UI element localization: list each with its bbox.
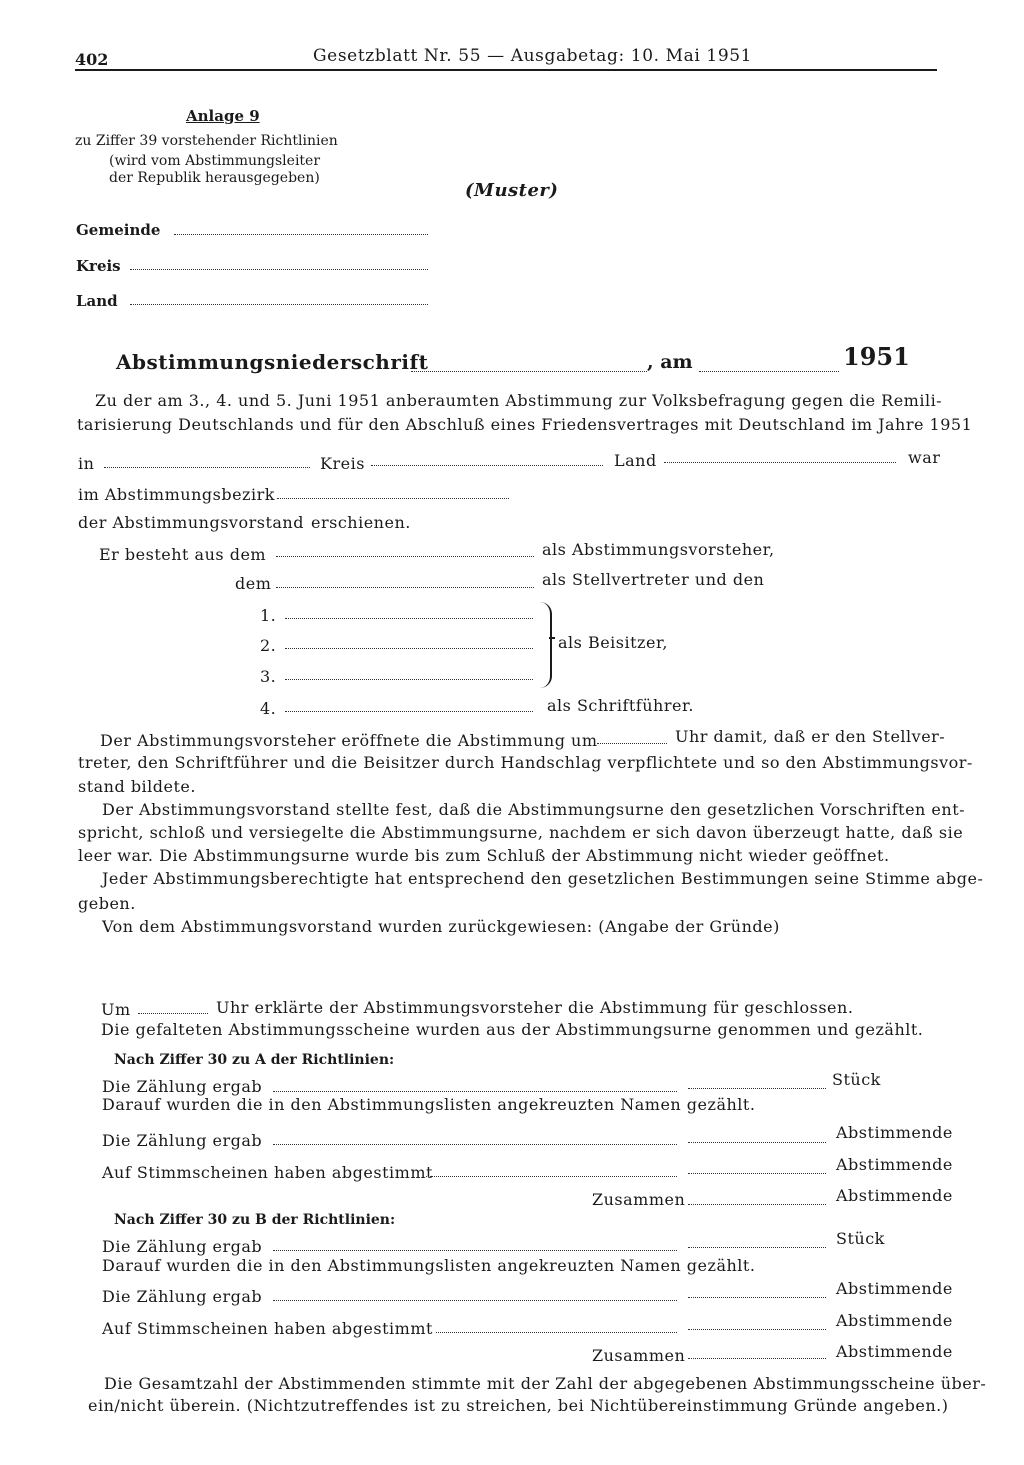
closing-time-field[interactable] — [138, 1012, 208, 1014]
section-b-row1-field[interactable] — [688, 1246, 826, 1248]
p1-line-d: stand bildete. — [78, 777, 196, 796]
gemeinde-label: Gemeinde — [76, 221, 161, 239]
section-b-total-field[interactable] — [688, 1357, 826, 1359]
p5-rest: Uhr erklärte der Abstimmungsvorsteher die Abstimmung für geschlossen. — [216, 998, 854, 1017]
p2-line-c: leer war. Die Abstimmungsurne wurde bis zum Schluß der Abstimmung nicht wieder geöffnet. — [78, 846, 890, 865]
beisitzer-brace — [540, 602, 552, 688]
kreis-field[interactable] — [130, 268, 428, 270]
section-a-row2-leader — [273, 1143, 677, 1145]
intro-line-2: tarisierung Deutschlands und für den Abschluß eines Friedensvertrages mit Deutschland im Jahre 1951 — [77, 415, 973, 434]
heading-date-field[interactable] — [699, 370, 839, 372]
section-a-total-unit: Abstimmende — [836, 1186, 953, 1205]
intro-land-field[interactable] — [664, 461, 896, 463]
intro-land-label: Land — [614, 451, 657, 470]
section-a-row2-unit: Abstimmende — [836, 1123, 953, 1142]
header-rule — [75, 69, 937, 71]
land-field[interactable] — [130, 303, 428, 305]
closing-line-2: ein/nicht überein. (Nichtzutreffendes ist zu streichen, bei Nichtübereinstimmung Gründe angeben.) — [88, 1396, 949, 1415]
p3-line-b: geben. — [78, 894, 136, 913]
p2-line-a: Der Abstimmungsvorstand stellte fest, daß die Abstimmungsurne den gesetzlichen Vorschriften ent- — [102, 800, 966, 819]
schriftfuehrer-number: 4. — [260, 699, 277, 718]
section-b-total-label: Zusammen — [592, 1346, 686, 1365]
beisitzer-2-field[interactable] — [285, 647, 533, 649]
p3-line-a: Jeder Abstimmungsberechtigte hat entsprechend den gesetzlichen Bestimmungen seine Stimme abge- — [102, 869, 984, 888]
p1-line-a: Der Abstimmungsvorsteher eröffnete die Abstimmung um — [100, 731, 598, 750]
section-b-title: Nach Ziffer 30 zu B der Richtlinien: — [114, 1212, 396, 1228]
section-b-row2-leader — [273, 1299, 677, 1301]
members-beisitzer-role: als Beisitzer, — [558, 633, 668, 652]
section-b-row1-leader — [273, 1249, 677, 1251]
p4-line: Von dem Abstimmungsvorstand wurden zurückgewiesen: (Angabe der Gründe) — [102, 917, 780, 936]
beisitzer-2-number: 2. — [260, 636, 277, 655]
section-a-row1-unit: Stück — [832, 1070, 881, 1089]
annex-line-3: der Republik herausgegeben) — [109, 170, 320, 186]
members-dem: dem — [235, 574, 272, 593]
closing-line-1: Die Gesamtzahl der Abstimmenden stimmte mit der Zahl der abgegebenen Abstimmungsscheine über- — [104, 1374, 987, 1393]
p6-line: Die gefalteten Abstimmungsscheine wurden aus der Abstimmungsurne genommen und gezählt. — [101, 1020, 924, 1039]
beisitzer-1-field[interactable] — [285, 617, 533, 619]
section-b-row2-unit: Abstimmende — [836, 1279, 953, 1298]
members-vorsteher-role: als Abstimmungsvorsteher, — [542, 540, 775, 559]
section-a-row1-leader — [273, 1090, 677, 1092]
stellvertreter-field[interactable] — [276, 586, 534, 588]
section-a-row2-field[interactable] — [688, 1141, 826, 1143]
section-a-row3-field[interactable] — [688, 1172, 826, 1174]
heading-place-field[interactable] — [411, 370, 647, 372]
heading-year: 1951 — [843, 342, 910, 371]
section-b-row2-label: Die Zählung ergab — [102, 1287, 263, 1306]
p1-line-c: treter, den Schriftführer und die Beisitzer durch Handschlag verpflichtete und so den Abstimmungsvor- — [78, 753, 973, 772]
annex-title: Anlage 9 — [186, 107, 260, 125]
intro-bezirk-label: im Abstimmungsbezirk — [78, 485, 275, 504]
section-b-note: Darauf wurden die in den Abstimmungslisten angekreuzten Namen gezählt. — [102, 1256, 756, 1275]
section-a-total-field[interactable] — [688, 1203, 826, 1205]
members-schriftfuehrer-role: als Schriftführer. — [547, 696, 694, 715]
section-a-row3-leader — [426, 1175, 677, 1177]
members-besteht: Er besteht aus dem — [99, 545, 267, 564]
section-a-row3-unit: Abstimmende — [836, 1155, 953, 1174]
muster-label: (Muster) — [465, 180, 559, 201]
p2-line-b: spricht, schloß und versiegelte die Abstimmungsurne, nachdem er sich davon überzeugt hatte, daß sie — [78, 823, 964, 842]
intro-vorstand: der Abstimmungsvorstand — [78, 513, 304, 532]
intro-bezirk-field[interactable] — [277, 497, 509, 499]
section-b-row1-label: Die Zählung ergab — [102, 1237, 263, 1256]
p1-line-b: Uhr damit, daß er den Stellver- — [675, 727, 946, 746]
heading-am-label: , am — [647, 351, 693, 373]
section-b-row1-unit: Stück — [836, 1229, 885, 1248]
beisitzer-1-number: 1. — [260, 606, 277, 625]
intro-line-1: Zu der am 3., 4. und 5. Juni 1951 anberaumten Abstimmung zur Volksbefragung gegen die Remili- — [95, 391, 943, 410]
vorsteher-field[interactable] — [276, 555, 534, 557]
section-b-total-unit: Abstimmende — [836, 1342, 953, 1361]
gemeinde-field[interactable] — [174, 233, 428, 235]
beisitzer-3-number: 3. — [260, 667, 277, 686]
intro-erschienen: erschienen. — [311, 513, 411, 532]
section-a-title: Nach Ziffer 30 zu A der Richtlinien: — [114, 1052, 395, 1068]
section-a-row1-field[interactable] — [688, 1087, 826, 1089]
section-b-row2-field[interactable] — [688, 1296, 826, 1298]
annex-line-1: zu Ziffer 39 vorstehender Richtlinien — [75, 133, 338, 149]
document-heading: Abstimmungsniederschrift — [116, 350, 429, 374]
section-a-row2-label: Die Zählung ergab — [102, 1131, 263, 1150]
intro-in-label: in — [78, 454, 95, 473]
gazette-title: Gesetzblatt Nr. 55 — Ausgabetag: 10. Mai 1951 — [313, 46, 753, 66]
page-number: 402 — [75, 50, 109, 69]
intro-in-field[interactable] — [104, 466, 310, 468]
beisitzer-brace-tip — [549, 637, 555, 639]
members-stellvertreter-role: als Stellvertreter und den — [542, 570, 765, 589]
schriftfuehrer-field[interactable] — [285, 710, 533, 712]
section-b-row3-field[interactable] — [688, 1328, 826, 1330]
annex-line-2: (wird vom Abstimmungsleiter — [109, 153, 321, 169]
section-a-total-label: Zusammen — [592, 1190, 686, 1209]
land-label: Land — [76, 292, 118, 310]
section-a-row3-label: Auf Stimmscheinen haben abgestimmt — [102, 1163, 433, 1182]
beisitzer-3-field[interactable] — [285, 678, 533, 680]
p5-um: Um — [101, 1000, 131, 1019]
section-b-row3-label: Auf Stimmscheinen haben abgestimmt — [102, 1319, 433, 1338]
intro-war: war — [908, 448, 941, 467]
section-a-note: Darauf wurden die in den Abstimmungslisten angekreuzten Namen gezählt. — [102, 1095, 756, 1114]
section-b-row3-unit: Abstimmende — [836, 1311, 953, 1330]
intro-kreis-field[interactable] — [371, 464, 603, 466]
kreis-label: Kreis — [76, 257, 121, 275]
section-a-row1-label: Die Zählung ergab — [102, 1077, 263, 1096]
intro-kreis-label: Kreis — [320, 454, 365, 473]
opening-time-field[interactable] — [597, 742, 667, 744]
section-b-row3-leader — [436, 1331, 677, 1333]
